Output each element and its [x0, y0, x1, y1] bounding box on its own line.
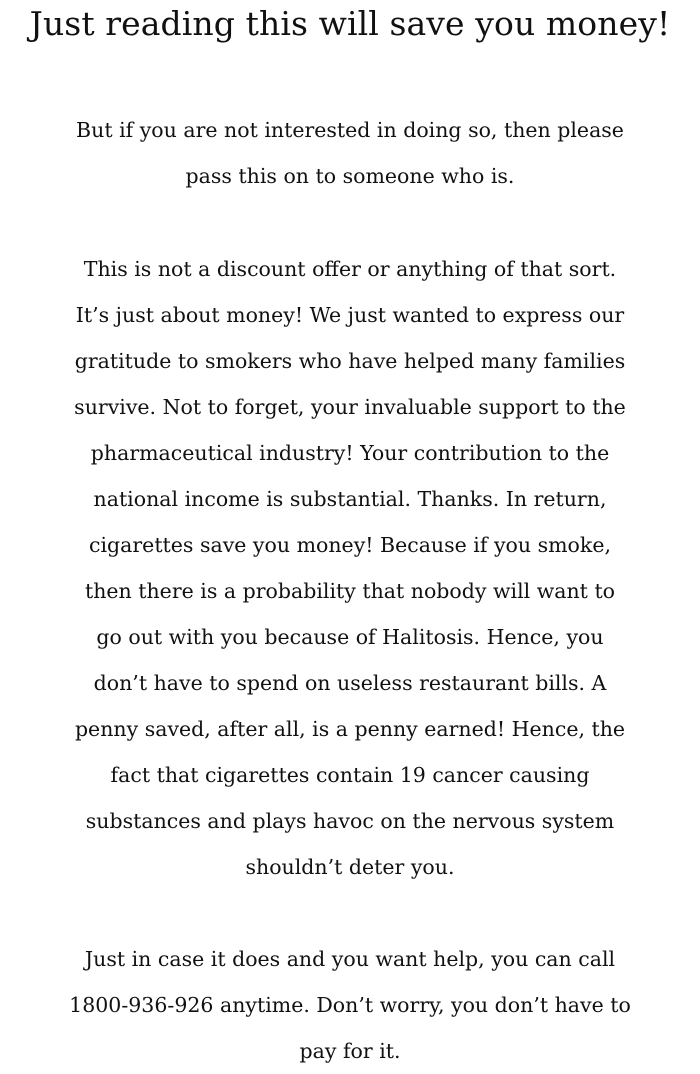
paragraph-line: gratitude to smokers who have helped many families	[74, 349, 626, 373]
paragraph-body	[0, 246, 700, 890]
paragraph-line: national income is substantial. Thanks. In return,	[93, 487, 607, 511]
paragraph-line: substances and plays havoc on the nervous system	[85, 809, 615, 833]
paragraph-line: This is not a discount offer or anything of that sort.	[83, 257, 617, 281]
page-title: Just reading this will save you money!	[29, 4, 671, 43]
paragraph-line: don’t have to spend on useless restaurant bills. A	[93, 671, 607, 695]
paragraph-intro	[0, 107, 700, 199]
paragraph-line: penny saved, after all, is a penny earned! Hence, the	[74, 717, 626, 741]
paragraph-line: then there is a probability that nobody will want to	[84, 579, 616, 603]
paragraph-line: fact that cigarettes contain 19 cancer causing	[110, 763, 590, 787]
paragraph-line: But if you are not interested in doing so, then please	[76, 118, 624, 142]
paragraph-line: cigarettes save you money! Because if you smoke,	[89, 533, 611, 557]
paragraph-line: survive. Not to forget, your invaluable support to the	[74, 395, 626, 419]
paragraph-line: Just in case it does and you want help, you can call	[84, 947, 616, 971]
paragraph-line: pay for it.	[299, 1039, 401, 1063]
paragraph-line: 1800-936-926 anytime. Don’t worry, you don’t have to	[69, 993, 631, 1017]
paragraph-line: shouldn’t deter you.	[245, 855, 455, 879]
paragraph-line: pass this on to someone who is.	[185, 164, 515, 188]
paragraph-line: It’s just about money! We just wanted to express our	[75, 303, 625, 327]
paragraph-line: go out with you because of Halitosis. Hence, you	[96, 625, 604, 649]
paragraph-closing	[0, 936, 700, 1074]
paragraph-line: pharmaceutical industry! Your contribution to the	[90, 441, 610, 465]
